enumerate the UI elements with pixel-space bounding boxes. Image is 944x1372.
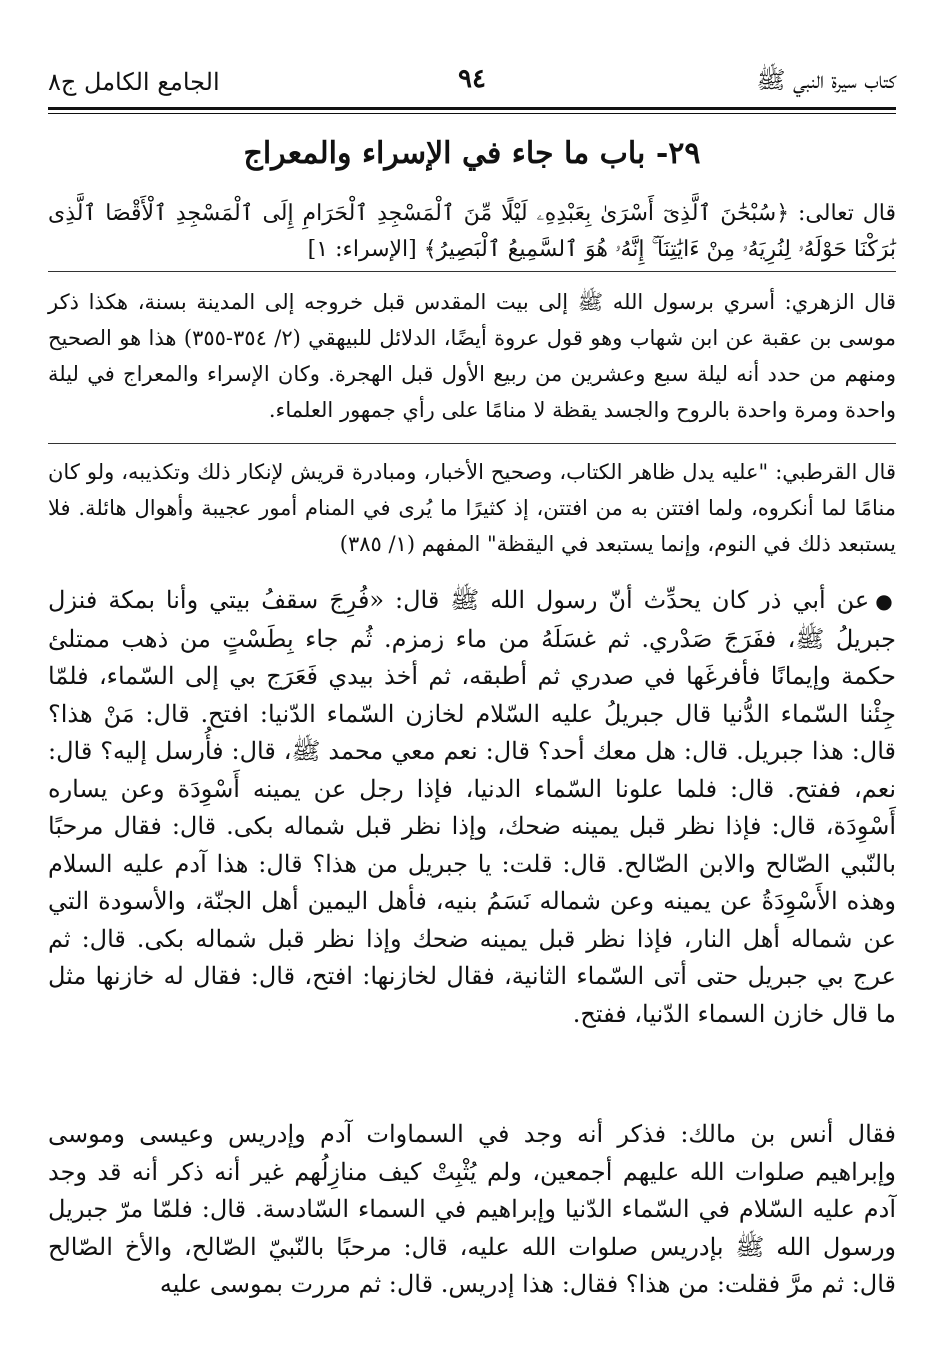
header-rule <box>48 107 896 110</box>
volume-title: الجامع الكامل ج٨ <box>48 68 220 96</box>
quran-reference: [الإسراء: ١] <box>307 237 424 262</box>
page-number: ٩٤ <box>458 64 486 94</box>
bullet-marker: ● <box>875 589 896 613</box>
quran-verse: ﴿سُبْحَٰنَ ٱلَّذِىٓ أَسْرَىٰ بِعَبْدِهِۦ لَيْلًا مِّنَ ٱلْمَسْجِدِ ٱلْحَرَامِ إِلَى ٱلْمَسْجِدِ ٱلْأَقْصَا ٱلَّذِى بَٰرَكْنَا حَوْلَهُۥ لِنُرِيَهُۥ مِنْ ءَايَٰتِنَآ ۚ إِنَّهُۥ هُوَ ٱلسَّمِيعُ ٱلْبَصِيرُ﴾ <box>48 201 896 262</box>
paragraph-anas: فقال أنس بن مالك: فذكر أنه وجد في السماوات آدم وإدريس وعيسى وموسى وإبراهيم صلوات الله عليهم أجمعين، ولم يُثْبِتْ كيف منازِلُهم غير أنه ذكر أنه قد وجد آدم عليه السّلام في السّماء الدّنيا وإبراهيم في السماء السّادسة. قال: فلمّا مرّ جبريل ورسول الله ﷺ بإدريس صلوات الله عليه، قال: مرحبًا بالنّبيّ الصّالح، والأخ الصّالح قال: ثم مرَّ فقلت: من هذا؟ فقال: هذا إدريس. قال: ثم مررت بموسى عليه <box>48 1120 896 1298</box>
quran-intro: قال تعالى: <box>789 201 896 226</box>
paragraph-hadith <box>48 582 896 1033</box>
section-divider <box>48 443 896 444</box>
chapter-title: ٢٩- باب ما جاء في الإسراء والمعراج <box>243 136 701 171</box>
paragraph-zuhri: قال الزهري: أسري برسول الله ﷺ إلى بيت المقدس قبل خروجه إلى المدينة بسنة، هكذا ذكر موسى بن عقبة عن ابن شهاب وهو قول عروة أيضًا، الدلائل للبيهقي (٢/ ٣٥٤-٣٥٥) هذا هو الصحيح ومنهم من حدد أنه ليلة سبع وعشرين من ربيع الأول قبل الهجرة. وكان الإسراء والمعراج في ليلة واحدة ومرة واحدة بالروح والجسد يقظة لا منامًا على رأي جمهور العلماء. <box>48 290 896 422</box>
hadith-text: عن أبي ذر كان يحدِّث أنّ رسول الله ﷺ قال: «فُرِجَ سقفُ بيتي وأنا بمكة فنزل جبريلُ ﷺ، ففَرَجَ صَدْري. ثم غسَلَهُ من ماء زمزم. ثُم جاء بِطَسْتٍ من ذهب ممتلئ حكمة وإيمانًا فأفرغَها في صدري ثم أطبقه، ثم أخذ بيدي فَعَرَج بي إلى السّماء، فلمّا جِئْنا السّماء الدُّنيا قال جبريلُ عليه السّلام لخازن السّماء الدّنيا: افتح. قال: مَنْ هذا؟ قال: هذا جبريل. قال: هل معك أحد؟ قال: نعم معي محمد ﷺ، قال: فأُرسل إليه؟ قال: نعم، ففتح. قال: فلما علونا السّماء الدنيا، فإذا رجل عن يمينه أَسْوِدَة وعن يساره أَسْوِدَة، قال: فإذا نظر قبل يمينه ضحك، وإذا نظر قبل شماله بكى. قال: فقال مرحبًا بالنّبي الصّالح والابن الصّالح. قال: قلت: يا جبريل من هذا؟ قال: هذا آدم عليه السلام وهذه الأَسْوِدَةُ عن يمينه وعن شماله نَسَمُ بنيه، فأهل اليمين أهل الجنّة، والأسودة التي عن شماله أهل النار، فإذا نظر قبل يمينه ضحك وإذا نظر قبل شماله بكى. قال: ثم عرج بي جبريل حتى أتى السّماء الثانية، فقال لخازنها: افتح، قال: فقال له خازنها مثل ما قال خازن السماء الدّنيا، ففتح. <box>48 586 896 1028</box>
quran-quote <box>48 196 896 268</box>
paragraph-qurtubi: قال القرطبي: "عليه يدل ظاهر الكتاب، وصحيح الأخبار، ومبادرة قريش لإنكار ذلك وتكذيبه، ولو كان منامًا لما أنكروه، ولما افتتن به من افتتن، إذ كثيرًا ما يُرى في المنام أمور عجيبة وأهوال هائلة. فلا يستبعد ذلك في النوم، وإنما يستبعد في اليقظة" المفهم (١/ ٣٨٥) <box>48 460 896 556</box>
header-rule-thin <box>48 113 896 114</box>
book-title: كتاب سيرة النبي ﷺ <box>756 65 896 94</box>
running-header <box>48 62 896 102</box>
section-divider <box>48 271 896 272</box>
